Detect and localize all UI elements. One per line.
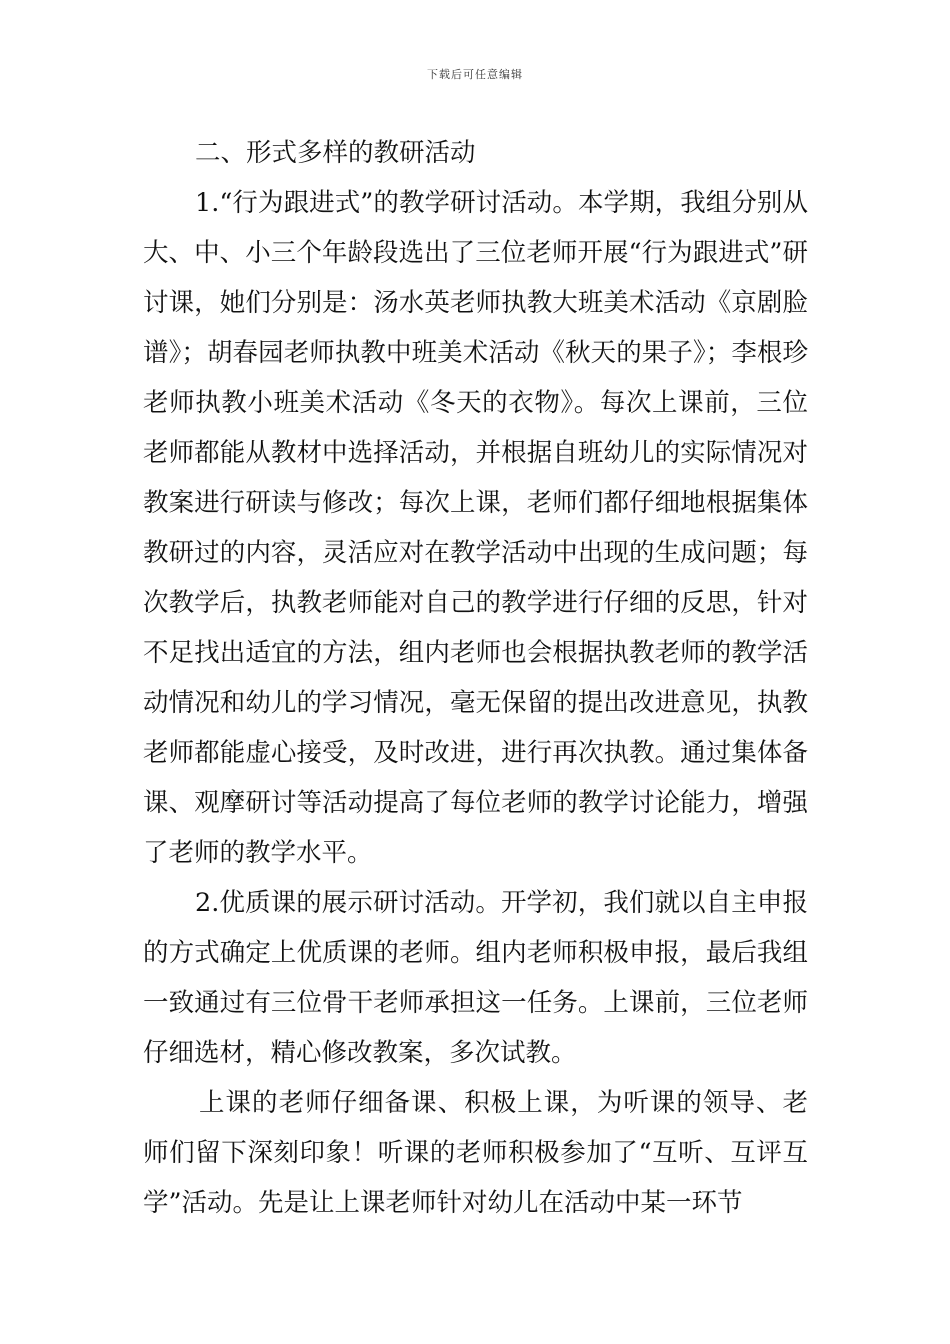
header-note: 下载后可任意编辑 (427, 68, 523, 81)
section-heading: 二、形式多样的教研活动 (195, 138, 476, 168)
paragraph-1: 1.“行为跟进式”的教学研讨活动。本学期，我组分别从大、中、小三个年龄段选出了三位老师开展“行为跟进式”研讨课，她们分别是：汤水英老师执教大班美术活动《京剧脸谱》；胡春园老师执教中班美术活动《秋天的果子》；李根珍老师执教小班美术活动《冬天的衣物》。每次上课前，三位老师都能从教材中选择活动，并根据自班幼儿的实际情况对教案进行研读与修改；每次上课，老师们都仔细地根据集体教研过的内容，灵活应对在教学活动中出现的生成问题；每次教学后，执教老师能对自己的教学进行仔细的反思，针对不足找出适宜的方法，组内老师也会根据执教老师的教学活动情况和幼儿的学习情况，毫无保留的提出改进意见，执教老师都能虚心接受，及时改进，进行再次执教。通过集体备课、观摩研讨等活动提高了每位老师的教学讨论能力，增强了老师的教学水平。 (143, 188, 808, 868)
document-body (143, 128, 808, 1228)
paragraph-3: 上课的老师仔细备课、积极上课，为听课的领导、老师们留下深刻印象！听课的老师积极参加了“互听、互评互学”活动。先是让上课老师针对幼儿在活动中某一环节 (143, 1088, 808, 1218)
paragraph-2: 2.优质课的展示研讨活动。开学初，我们就以自主申报的方式确定上优质课的老师。组内老师积极申报，最后我组一致通过有三位骨干老师承担这一任务。上课前，三位老师仔细选材，精心修改教案，多次试教。 (143, 888, 808, 1068)
